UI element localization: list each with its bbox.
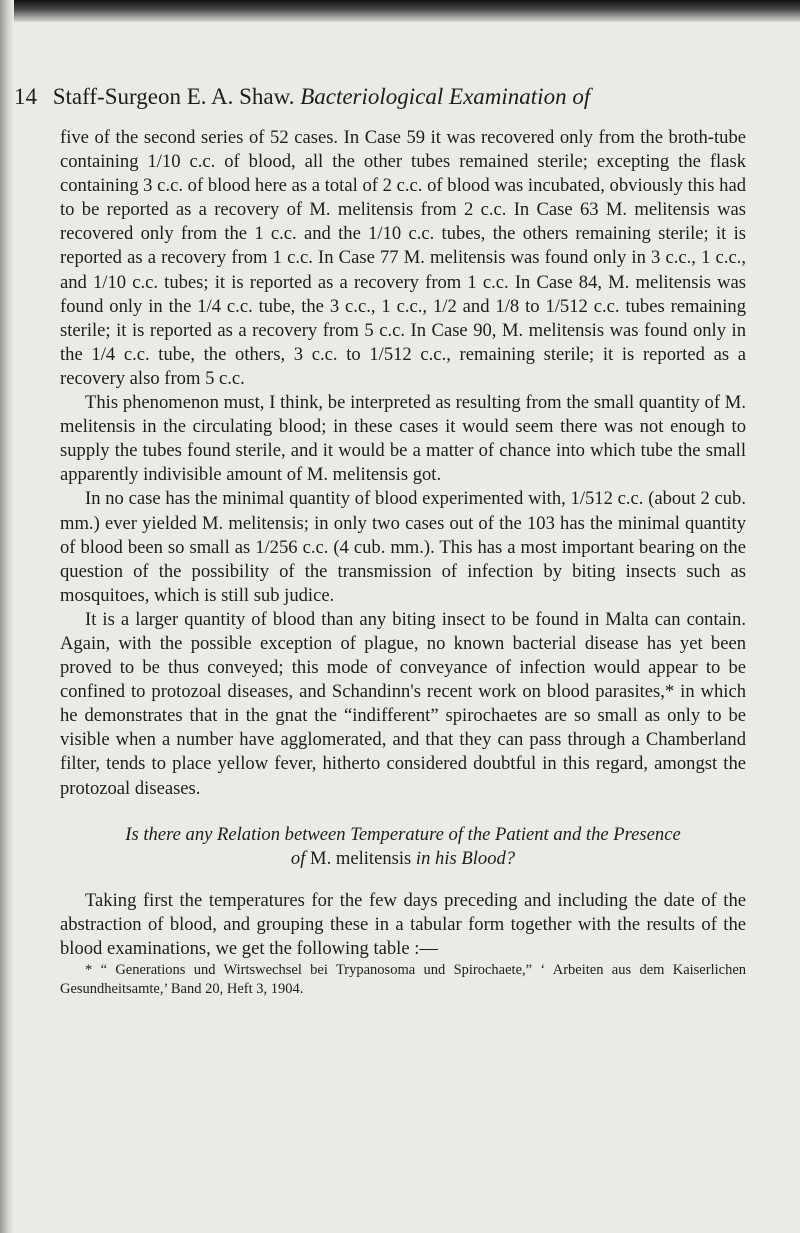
paragraph-4: It is a larger quantity of blood than any biting insect to be found in Malta can contain. Again, with the possible exception of plague, no known bacterial disease has yet been proved to be thus conveyed; this mode of conveyance of infection would appear to be confined to protozoal diseases, and Schandinn's recent work on blood parasites,* in which he demonstrates that in the gnat the “indifferent” spirochaetes are so small as only to be visible when a number have agglomerated, and that they can pass through a Chamberland filter, tends to place yellow fever, hitherto considered doubtful in this regard, amongst the protozoal diseases. — [60, 608, 746, 799]
page-number: 14 — [14, 84, 37, 109]
paragraph-5: Taking first the temperatures for the few days preceding and including the date of the abstraction of blood, and grouping these in a tabular form together with the results of the blood examinations, we get the following table :— — [60, 889, 746, 959]
section-heading-end: in his Blood? — [415, 847, 516, 869]
running-header — [14, 84, 734, 110]
paragraph-1: five of the second series of 52 cases. In Case 59 it was recovered only from the broth-tube containing 1/10 c.c. of blood, all the other tubes remained sterile; excepting the flask containing 3 c.c. of blood here as a total of 2 c.c. of blood was incubated, obviously this had to be reported as a recovery of M. melitensis from 2 c.c. In Case 63 M. melitensis was recovered only from the 1 c.c. and the 1/10 c.c. tubes, the others remaining sterile; it is reported as a recovery from 1 c.c. In Case 77 M. melitensis was found only in 3 c.c., 1 c.c., and 1/10 c.c. tubes; it is reported as a recovery from 1 c.c. In Case 84, M. melitensis was found only in the 1/4 c.c. tube, the 3 c.c., 1 c.c., 1/2 and 1/8 to 1/512 c.c. tubes remaining sterile; it is reported as a recovery from 5 c.c. In Case 90, M. melitensis was found only in the 1/4 c.c. tube, the others, 3 c.c. to 1/512 c.c., remaining sterile; it is reported as a recovery also from 5 c.c. — [60, 127, 746, 389]
section-heading-species: M. melitensis — [310, 847, 412, 869]
header-title: Bacteriological Examination of — [300, 84, 591, 109]
footnote: * “ Generations und Wirtswechsel bei Trypanosoma und Spirochaete,” ‘ Arbeiten aus dem Kaiserlichen Gesundheitsamte,’ Band 20, Heft 3, 1904. — [60, 961, 746, 997]
paragraph-2: This phenomenon must, I think, be interpreted as resulting from the small quantity of M. melitensis in the circulating blood; in these cases it would seem there was not enough to supply the tubes found sterile, and it would be a matter of chance into which tube the small apparently indivisible amount of M. melitensis got. — [60, 392, 746, 486]
section-heading-line-1: Is there any Relation between Temperature of the Patient and the Presence — [125, 823, 681, 845]
section-heading — [60, 823, 746, 871]
section-heading-of: of — [290, 847, 306, 869]
paragraph-3: In no case has the minimal quantity of blood experimented with, 1/512 c.c. (about 2 cub. mm.) ever yielded M. melitensis; in only two cases out of the 103 has the minimal quantity of blood been so small as 1/256 c.c. (4 cub. mm.). This has a most important bearing on the question of the possibility of the transmission of infection by biting insects such as mosquitoes, which is still sub judice. — [60, 488, 746, 606]
body-text — [60, 126, 746, 999]
page-top-edge — [0, 0, 800, 22]
section-heading-line-2 — [60, 847, 746, 871]
page-binding-edge — [0, 0, 14, 1233]
header-author: Staff-Surgeon E. A. Shaw. — [52, 84, 295, 109]
